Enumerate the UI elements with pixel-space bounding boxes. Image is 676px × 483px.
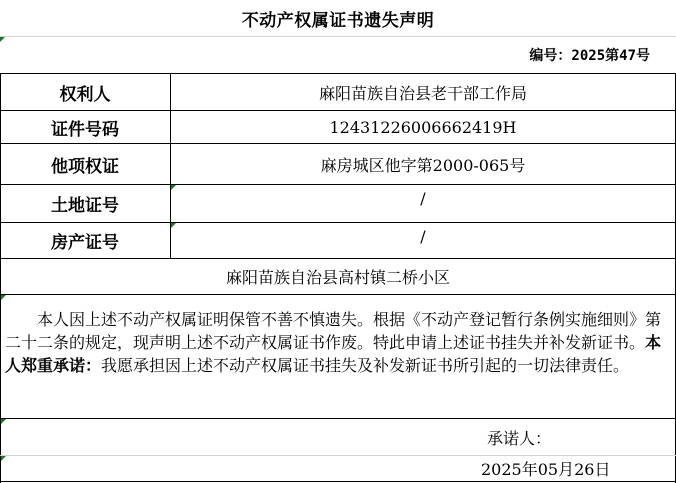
field-value-other-right-cert: 麻房城区他字第2000-065号 xyxy=(320,155,526,175)
field-label-owner: 权利人 xyxy=(59,84,111,105)
field-label-land-cert: 土地证号 xyxy=(51,196,119,216)
statement-text: 本人因上述不动产权属证明保管不善不慎遗失。根据《不动产登记暂行条例实施细则》第二十二条的规定，现声明上述不动产权属证书作废。特此申请上述证书挂失并补发新证书。 xyxy=(5,310,662,352)
field-label-id-number: 证件号码 xyxy=(51,119,119,140)
row-divider xyxy=(0,294,676,295)
field-value-land-cert: / xyxy=(420,188,426,208)
cell-marker-icon xyxy=(1,295,6,300)
property-address: 麻阳苗族自治县高村镇二桥小区 xyxy=(225,268,450,287)
table-bottom-border xyxy=(0,481,676,482)
solemn-promise-label: 本人郑重承诺： xyxy=(5,333,662,375)
field-label-house-cert: 房产证号 xyxy=(51,233,119,253)
cell-marker-icon xyxy=(1,419,6,424)
cell-marker-icon xyxy=(1,456,6,461)
field-value-house-cert: / xyxy=(420,226,426,246)
declaration-date: 2025年05月26日 xyxy=(481,460,611,479)
document-title: 不动产权属证书遗失声明 xyxy=(241,10,435,31)
field-value-owner: 麻阳苗族自治县老干部工作局 xyxy=(318,83,527,103)
field-label-other-right-cert: 他项权证 xyxy=(51,156,119,177)
field-value-id-number: 12431226006662419H xyxy=(329,117,517,137)
promisor-label: 承诺人： xyxy=(487,428,552,448)
document-number: 编号：2025第47号 xyxy=(529,48,650,64)
statement-commitment: 我愿承担因上述不动产权属证书挂失及补发新证书所引起的一切法律责任。 xyxy=(101,356,630,375)
statement-paragraph xyxy=(5,308,673,377)
